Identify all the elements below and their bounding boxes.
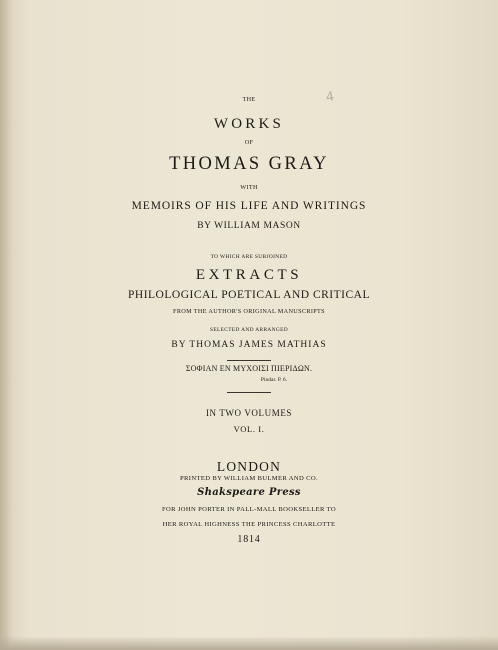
subjoined-line: TO WHICH ARE SUBJOINED bbox=[210, 254, 288, 260]
philological-line: PHILOLOGICAL POETICAL AND CRITICAL bbox=[128, 289, 370, 301]
volumes-line: IN TWO VOLUMES bbox=[205, 408, 293, 418]
with-line: WITH bbox=[240, 184, 258, 191]
motto-source: Pindar. P. 6. bbox=[260, 377, 288, 383]
the-line: THE bbox=[242, 96, 256, 103]
works-heading: WORKS bbox=[213, 116, 285, 132]
printer-line: PRINTED BY WILLIAM BULMER AND CO. bbox=[180, 475, 318, 482]
year-line: 1814 bbox=[237, 534, 261, 545]
place-line: LONDON bbox=[216, 459, 282, 474]
extracts-heading: EXTRACTS bbox=[195, 267, 303, 283]
by-mason-line: BY WILLIAM MASON bbox=[197, 221, 301, 231]
manuscripts-line: FROM THE AUTHOR'S ORIGINAL MANUSCRIPTS bbox=[173, 308, 325, 315]
of-line: OF bbox=[244, 139, 254, 146]
lower-rule bbox=[227, 392, 271, 393]
princess-line: HER ROYAL HIGHNESS THE PRINCESS CHARLOTTE bbox=[162, 521, 336, 528]
upper-rule bbox=[227, 360, 271, 361]
pencil-mark: 4 bbox=[324, 89, 336, 106]
author-name: THOMAS GRAY bbox=[169, 154, 329, 174]
memoirs-line: MEMOIRS OF HIS LIFE AND WRITINGS bbox=[131, 200, 367, 212]
vol-line: VOL. I. bbox=[233, 424, 265, 434]
selected-line: SELECTED AND ARRANGED bbox=[209, 327, 289, 333]
by-mathias-line: BY THOMAS JAMES MATHIAS bbox=[171, 340, 327, 350]
press-line: Shakspeare Press bbox=[197, 487, 301, 498]
porter-line: FOR JOHN PORTER IN PALL-MALL BOOKSELLER TO bbox=[161, 506, 337, 513]
greek-motto: ΣΟΦΙΑΝ ΕΝ ΜΥΧΟΙΣΙ ΠΙΕΡΙΔΩΝ. bbox=[185, 364, 313, 373]
